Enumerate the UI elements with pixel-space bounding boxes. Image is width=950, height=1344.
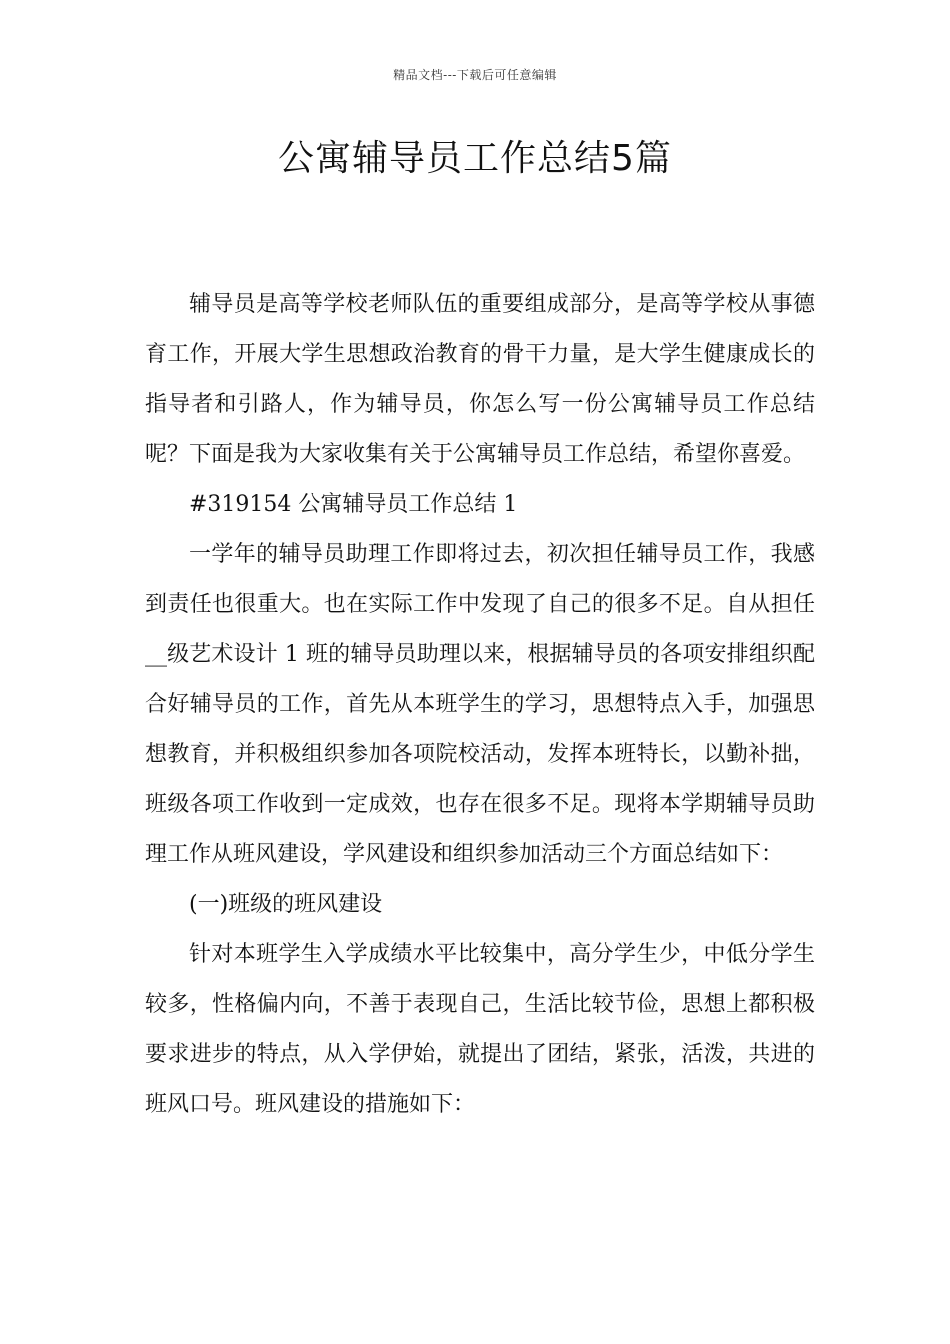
intro-paragraph: 辅导员是高等学校老师队伍的重要组成部分，是高等学校从事德育工作，开展大学生思想政治教育的骨干力量，是大学生健康成长的指导者和引路人，作为辅导员，你怎么写一份公寓辅导员工作总结呢？下面是我为大家收集有关于公寓辅导员工作总结，希望你喜爱。 [145,292,815,467]
body-paragraph-1: 一学年的辅导员助理工作即将过去，初次担任辅导员工作，我感到责任也很重大。也在实际工作中发现了自己的很多不足。自从担任__级艺术设计 1 班的辅导员助理以来，根据辅导员的各项安排组织配合好辅导员的工作，首先从本班学生的学习，思想特点入手，加强思想教育，并积极组织参加各项院校活动，发挥本班特长，以勤补拙，班级各项工作收到一定成效，也存在很多不足。现将本学期辅导员助理工作从班风建设，学风建设和组织参加活动三个方面总结如下： [145,542,815,867]
subsection-heading-1: (一)班级的班风建设 [189,892,383,917]
body-paragraph-2: 针对本班学生入学成绩水平比较集中，高分学生少，中低分学生较多，性格偏内向，不善于表现自己，生活比较节俭，思想上都积极要求进步的特点，从入学伊始，就提出了团结，紧张，活泼，共进的班风口号。班风建设的措施如下： [145,942,815,1117]
section-heading-1: #319154 公寓辅导员工作总结 1 [189,492,518,517]
document-body [145,280,815,1130]
page-header: 精品文档---下载后可任意编辑 [393,68,557,82]
document-title: 公寓辅导员工作总结5篇 [278,138,672,179]
